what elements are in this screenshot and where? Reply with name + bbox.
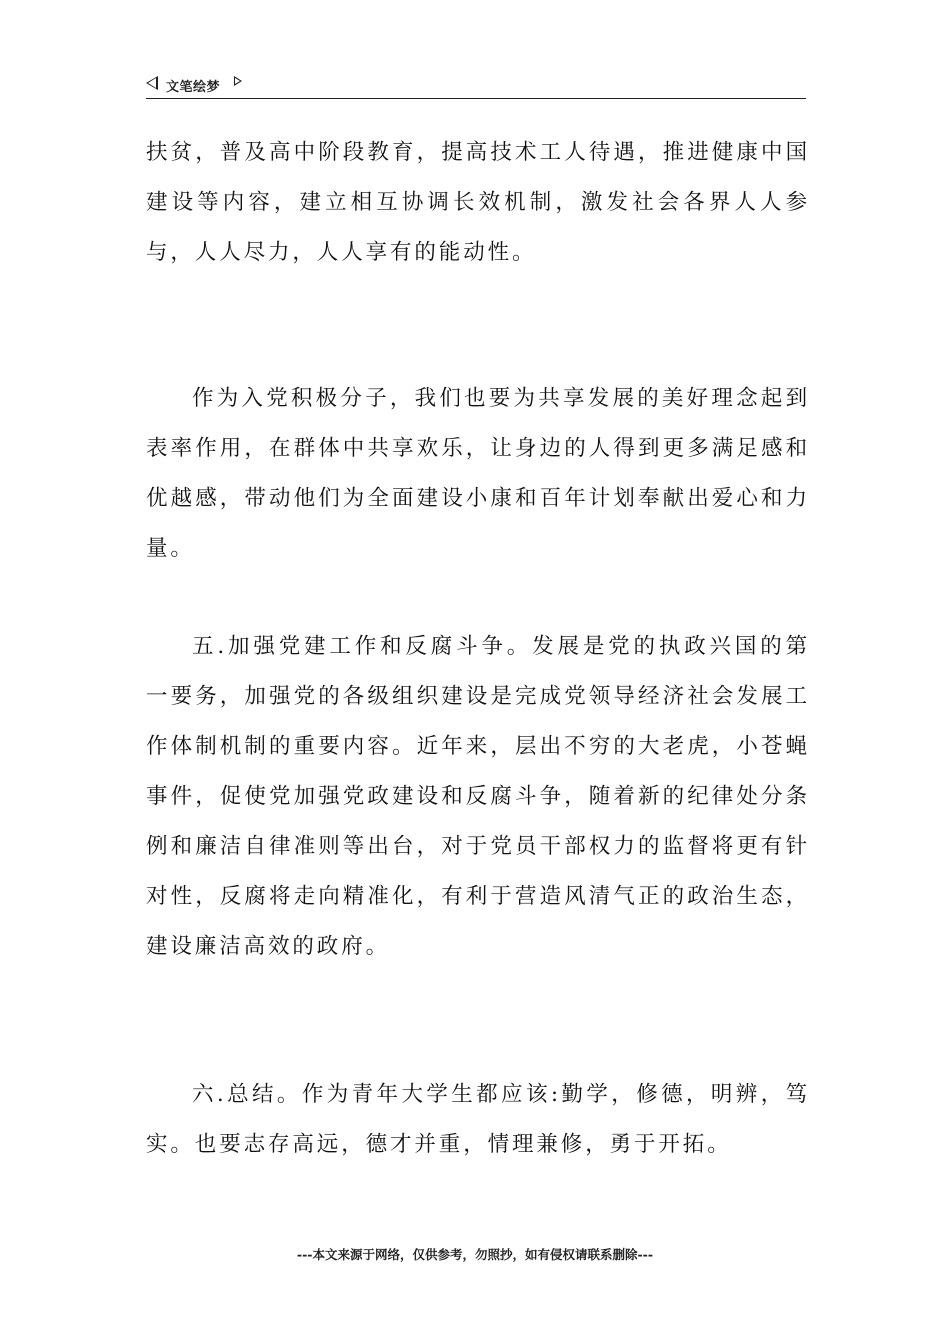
paragraph-continuation: 扶贫，普及高中阶段教育，提高技术工人待遇，推进健康中国建设等内容，建立相互协调长效机制，激发社会各界人人参与，人人尽力，人人享有的能动性。 xyxy=(146,140,810,265)
paragraph-section-six: 六.总结。作为青年大学生都应该:勤学，修德，明辨，笃实。也要志存高远，德才并重，情理兼修，勇于开拓。 xyxy=(146,1082,810,1157)
footer-notice: ---本文来源于网络，仅供参考，勿照抄，如有侵权请联系删除--- xyxy=(296,1247,654,1262)
paragraph-section-five: 五.加强党建工作和反腐斗争。发展是党的执政兴国的第一要务，加强党的各级组织建设是完成党领导经济社会发展工作体制机制的重要内容。近年来，层出不穷的大老虎，小苍蝇事件，促使党加强党政建设和反腐斗争，随着新的纪律处分条例和廉洁自律准则等出台，对于党员干部权力的监督将更有针对性，反腐将走向精准化，有利于营造风清气正的政治生态，建设廉洁高效的政府。 xyxy=(146,634,810,959)
paragraph-activist-role: 作为入党积极分子，我们也要为共享发展的美好理念起到表率作用，在群体中共享欢乐，让身边的人得到更多满足感和优越感，带动他们为全面建设小康和百年计划奉献出爱心和力量。 xyxy=(146,386,810,561)
triangle-right-icon xyxy=(234,76,242,86)
triangle-left-icon xyxy=(146,76,158,90)
header-brand: 文笔绘梦 xyxy=(166,80,221,95)
page-header xyxy=(146,74,806,99)
